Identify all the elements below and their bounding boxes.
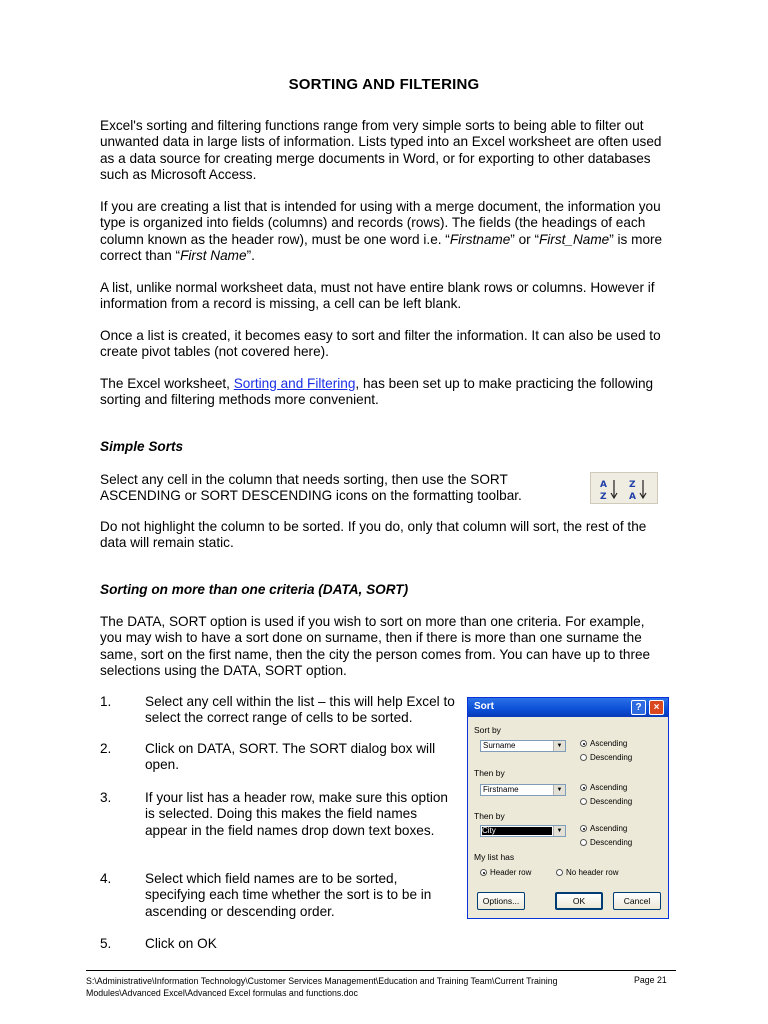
then-by-1-value: Firstname bbox=[483, 785, 519, 794]
header-row-label: Header row bbox=[490, 868, 532, 877]
step-text: Click on DATA, SORT. The SORT dialog box will open. bbox=[145, 741, 436, 773]
asc-letter-bottom: Z bbox=[600, 492, 607, 502]
simple-sorts-paragraph-2: Do not highlight the column to be sorted. If you do, only that column will sort, the rest of the data will remain static. bbox=[100, 519, 647, 551]
step-number: 3. bbox=[100, 790, 112, 805]
then-by-1-ascending-radio[interactable] bbox=[580, 783, 627, 792]
then-by-1-select[interactable] bbox=[480, 784, 566, 796]
intro-paragraph-5 bbox=[100, 376, 670, 409]
dialog-titlebar bbox=[468, 698, 668, 717]
cancel-button[interactable]: Cancel bbox=[613, 892, 661, 910]
step-text: If your list has a header row, make sure this option is selected. Doing this makes the field names appear in the field names drop down text boxes. bbox=[145, 790, 448, 838]
options-button[interactable]: Options... bbox=[477, 892, 525, 910]
sort-icons-svg bbox=[591, 473, 659, 505]
then-by-1-label: Then by bbox=[474, 768, 505, 778]
step-number: 1. bbox=[100, 694, 112, 709]
desc-letter-bottom: A bbox=[629, 492, 636, 502]
then-by-2-select[interactable] bbox=[480, 825, 566, 837]
then-by-2-ascending-radio[interactable] bbox=[580, 824, 627, 833]
sort-ascending-icon[interactable] bbox=[600, 480, 617, 502]
then-by-2-label: Then by bbox=[474, 811, 505, 821]
page-number: Page 21 bbox=[634, 975, 667, 985]
radio-selected-icon bbox=[480, 869, 487, 876]
sort-by-descending-radio[interactable] bbox=[580, 753, 632, 762]
header-row-radio[interactable] bbox=[480, 868, 531, 877]
radio-selected-icon bbox=[580, 784, 587, 791]
step-number: 5. bbox=[100, 936, 112, 951]
footer-path: S:\Administrative\Information Technology\Customer Services Management\Education and Training Team\Current Training Modules\Advanced Excel\Advanced Excel formulas and functions.doc bbox=[86, 976, 558, 998]
p2-text-g: ”. bbox=[246, 248, 255, 264]
step-text: Select any cell within the list – this will help Excel to select the correct range of cells to be sorted. bbox=[145, 694, 455, 726]
sort-dialog bbox=[467, 697, 669, 919]
intro-paragraph-3: A list, unlike normal worksheet data, must not have entire blank rows or columns. However if information from a record is missing, a cell can be left blank. bbox=[100, 280, 655, 312]
p2-text-a: If you are creating a list that is intended for using with a merge document, the information you type is organized into fields (columns) and records (rows). The fields (the headings of each column known as the header row), must be one word i.e. “ bbox=[100, 199, 661, 247]
step-number: 4. bbox=[100, 871, 112, 886]
p5-text-a: The Excel worksheet, bbox=[100, 376, 234, 391]
ascending-label: Ascending bbox=[590, 824, 628, 833]
chevron-down-icon[interactable]: ▼ bbox=[553, 785, 565, 795]
p2-text-c: ” or “ bbox=[510, 231, 539, 247]
descending-label: Descending bbox=[590, 838, 633, 847]
simple-sorts-heading: Simple Sorts bbox=[100, 439, 184, 454]
no-header-row-radio[interactable] bbox=[556, 868, 618, 877]
desc-letter-top: Z bbox=[629, 480, 636, 490]
no-header-row-label: No header row bbox=[566, 868, 619, 877]
descending-label: Descending bbox=[590, 797, 633, 806]
ascending-label: Ascending bbox=[590, 739, 628, 748]
then-by-2-descending-radio[interactable] bbox=[580, 838, 632, 847]
footer-divider bbox=[86, 970, 676, 971]
sort-by-label: Sort by bbox=[474, 725, 501, 735]
dialog-title: Sort bbox=[474, 701, 494, 712]
ok-button[interactable]: OK bbox=[555, 892, 603, 910]
radio-icon bbox=[556, 869, 563, 876]
chevron-down-icon[interactable]: ▼ bbox=[553, 741, 565, 751]
sort-toolbar-icons bbox=[590, 472, 658, 504]
step-text: Click on OK bbox=[145, 936, 217, 951]
p2-first-underscore-name: First_Name bbox=[538, 231, 610, 247]
p2-text-e: ” is more correct than “ bbox=[100, 231, 663, 264]
page-title: SORTING AND FILTERING bbox=[288, 76, 480, 93]
ascending-label: Ascending bbox=[590, 783, 628, 792]
intro-paragraph-2 bbox=[100, 199, 670, 265]
close-icon[interactable]: × bbox=[649, 700, 664, 715]
descending-label: Descending bbox=[590, 753, 633, 762]
then-by-2-value: City bbox=[482, 827, 552, 835]
multi-sort-heading: Sorting on more than one criteria (DATA, SORT) bbox=[100, 582, 409, 597]
intro-paragraph-4: Once a list is created, it becomes easy to sort and filter the information. It can also be used to create pivot tables (not covered here). bbox=[100, 328, 661, 360]
simple-sorts-paragraph-1: Select any cell in the column that needs sorting, then use the SORT ASCENDING or SORT DESCENDING icons on the formatting toolbar. bbox=[100, 472, 522, 504]
asc-letter-top: A bbox=[600, 480, 607, 490]
then-by-1-descending-radio[interactable] bbox=[580, 797, 632, 806]
multi-sort-paragraph: The DATA, SORT option is used if you wish to sort on more than one criteria. For example, you may wish to have a sort done on surname, then if there is more than one surname the same, sort on the first name, then the city the person comes from. You can have up to three selections using the DATA, SORT option. bbox=[100, 614, 651, 679]
p2-firstname: Firstname bbox=[449, 231, 511, 247]
my-list-has-label: My list has bbox=[474, 852, 515, 862]
help-icon[interactable]: ? bbox=[631, 700, 646, 715]
radio-icon bbox=[580, 839, 587, 846]
radio-icon bbox=[580, 798, 587, 805]
p2-first-name: First Name bbox=[180, 248, 247, 264]
sort-by-value: Surname bbox=[483, 741, 516, 750]
sort-by-ascending-radio[interactable] bbox=[580, 739, 627, 748]
sort-descending-icon[interactable] bbox=[629, 480, 646, 502]
sorting-and-filtering-link[interactable]: Sorting and Filtering bbox=[233, 376, 356, 391]
step-number: 2. bbox=[100, 741, 112, 756]
radio-selected-icon bbox=[580, 825, 587, 832]
step-text: Select which field names are to be sorted, specifying each time whether the sort is to be in ascending or descending order. bbox=[145, 871, 432, 919]
sort-by-select[interactable] bbox=[480, 740, 566, 752]
radio-icon bbox=[580, 754, 587, 761]
chevron-down-icon[interactable]: ▼ bbox=[553, 826, 565, 836]
radio-selected-icon bbox=[580, 740, 587, 747]
intro-paragraph-1: Excel's sorting and filtering functions range from very simple sorts to being able to filter out unwanted data in large lists of information. Lists typed into an Excel worksheet are often used as a data source for creating merge documents in Word, or for exporting to other databases such as Microsoft Access. bbox=[100, 118, 662, 183]
p5-text-b: , has been set up to make practicing the following sorting and filtering methods more convenient. bbox=[100, 376, 654, 408]
